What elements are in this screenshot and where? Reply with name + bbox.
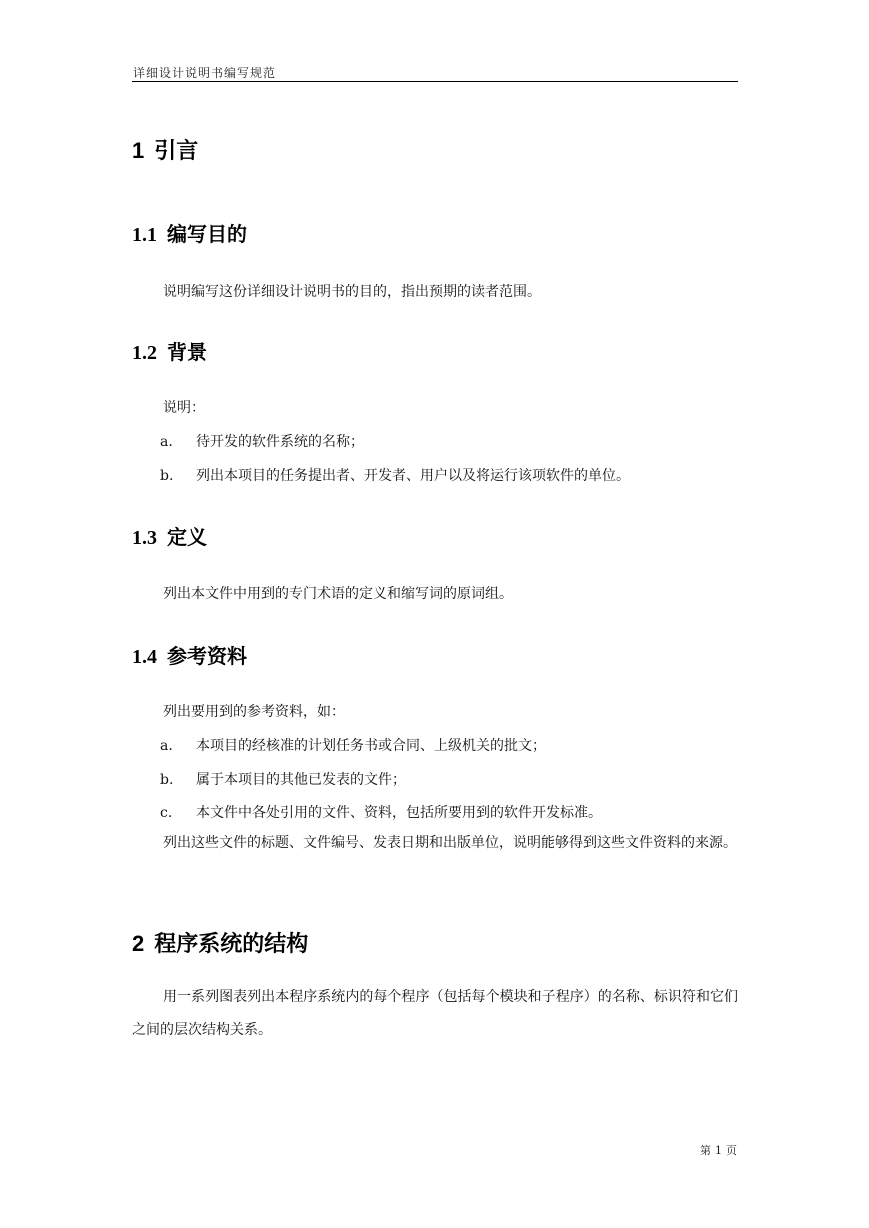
header-title: 详细设计说明书编写规范	[133, 66, 277, 80]
list-marker: a.	[160, 434, 173, 450]
heading-1-2-background	[132, 336, 207, 365]
heading-text: 背景	[167, 340, 207, 364]
heading-text: 程序系统的结构	[154, 932, 309, 957]
list-text: 待开发的软件系统的名称；	[196, 434, 364, 450]
heading-number: 1.3	[132, 527, 157, 549]
list-marker: b.	[160, 468, 174, 484]
paragraph-purpose: 说明编写这份详细设计说明书的目的，指出预期的读者范围。	[163, 284, 541, 300]
list-item	[160, 431, 364, 451]
page-number: 1	[715, 1144, 722, 1157]
page-prefix: 第	[700, 1144, 711, 1157]
list-text: 属于本项目的其他已发表的文件；	[196, 772, 406, 788]
list-marker: c.	[160, 805, 173, 821]
list-item	[160, 769, 406, 789]
heading-text: 编写目的	[167, 222, 247, 246]
heading-text: 引言	[154, 139, 199, 164]
paragraph-references-closing: 列出这些文件的标题、文件编号、发表日期和出版单位，说明能够得到这些文件资料的来源。	[163, 835, 737, 851]
list-marker: a.	[160, 738, 173, 754]
list-item	[160, 802, 602, 822]
heading-text: 参考资料	[167, 644, 247, 668]
heading-number: 2	[132, 931, 145, 956]
heading-text: 定义	[167, 525, 207, 549]
paragraph-definitions: 列出本文件中用到的专门术语的定义和缩写词的原词组。	[163, 586, 513, 602]
paragraph-background-intro: 说明：	[163, 400, 205, 416]
header-rule	[132, 81, 738, 82]
heading-number: 1.2	[132, 342, 157, 364]
heading-number: 1	[132, 138, 145, 163]
list-marker: b.	[160, 772, 174, 788]
heading-1-3-definitions	[132, 521, 207, 550]
list-item	[160, 735, 546, 755]
list-item	[160, 465, 630, 485]
heading-1-1-purpose	[132, 218, 247, 247]
heading-1-4-references	[132, 640, 247, 669]
heading-number: 1.1	[132, 224, 157, 246]
list-text: 列出本项目的任务提出者、开发者、用户以及将运行该项软件的单位。	[196, 468, 630, 484]
page-footer	[700, 1142, 741, 1158]
list-text: 本项目的经核准的计划任务书或合同、上级机关的批文；	[196, 738, 546, 754]
paragraph-references-intro: 列出要用到的参考资料，如：	[163, 704, 345, 720]
heading-number: 1.4	[132, 646, 157, 668]
heading-2-structure	[132, 927, 308, 958]
page-suffix: 页	[726, 1144, 737, 1157]
paragraph-structure: 用一系列图表列出本程序系统内的每个程序（包括每个模块和子程序）的名称、标识符和它们之间的层次结构关系。	[132, 989, 738, 1038]
list-text: 本文件中各处引用的文件、资料，包括所要用到的软件开发标准。	[196, 805, 602, 821]
heading-1-intro	[132, 134, 198, 165]
